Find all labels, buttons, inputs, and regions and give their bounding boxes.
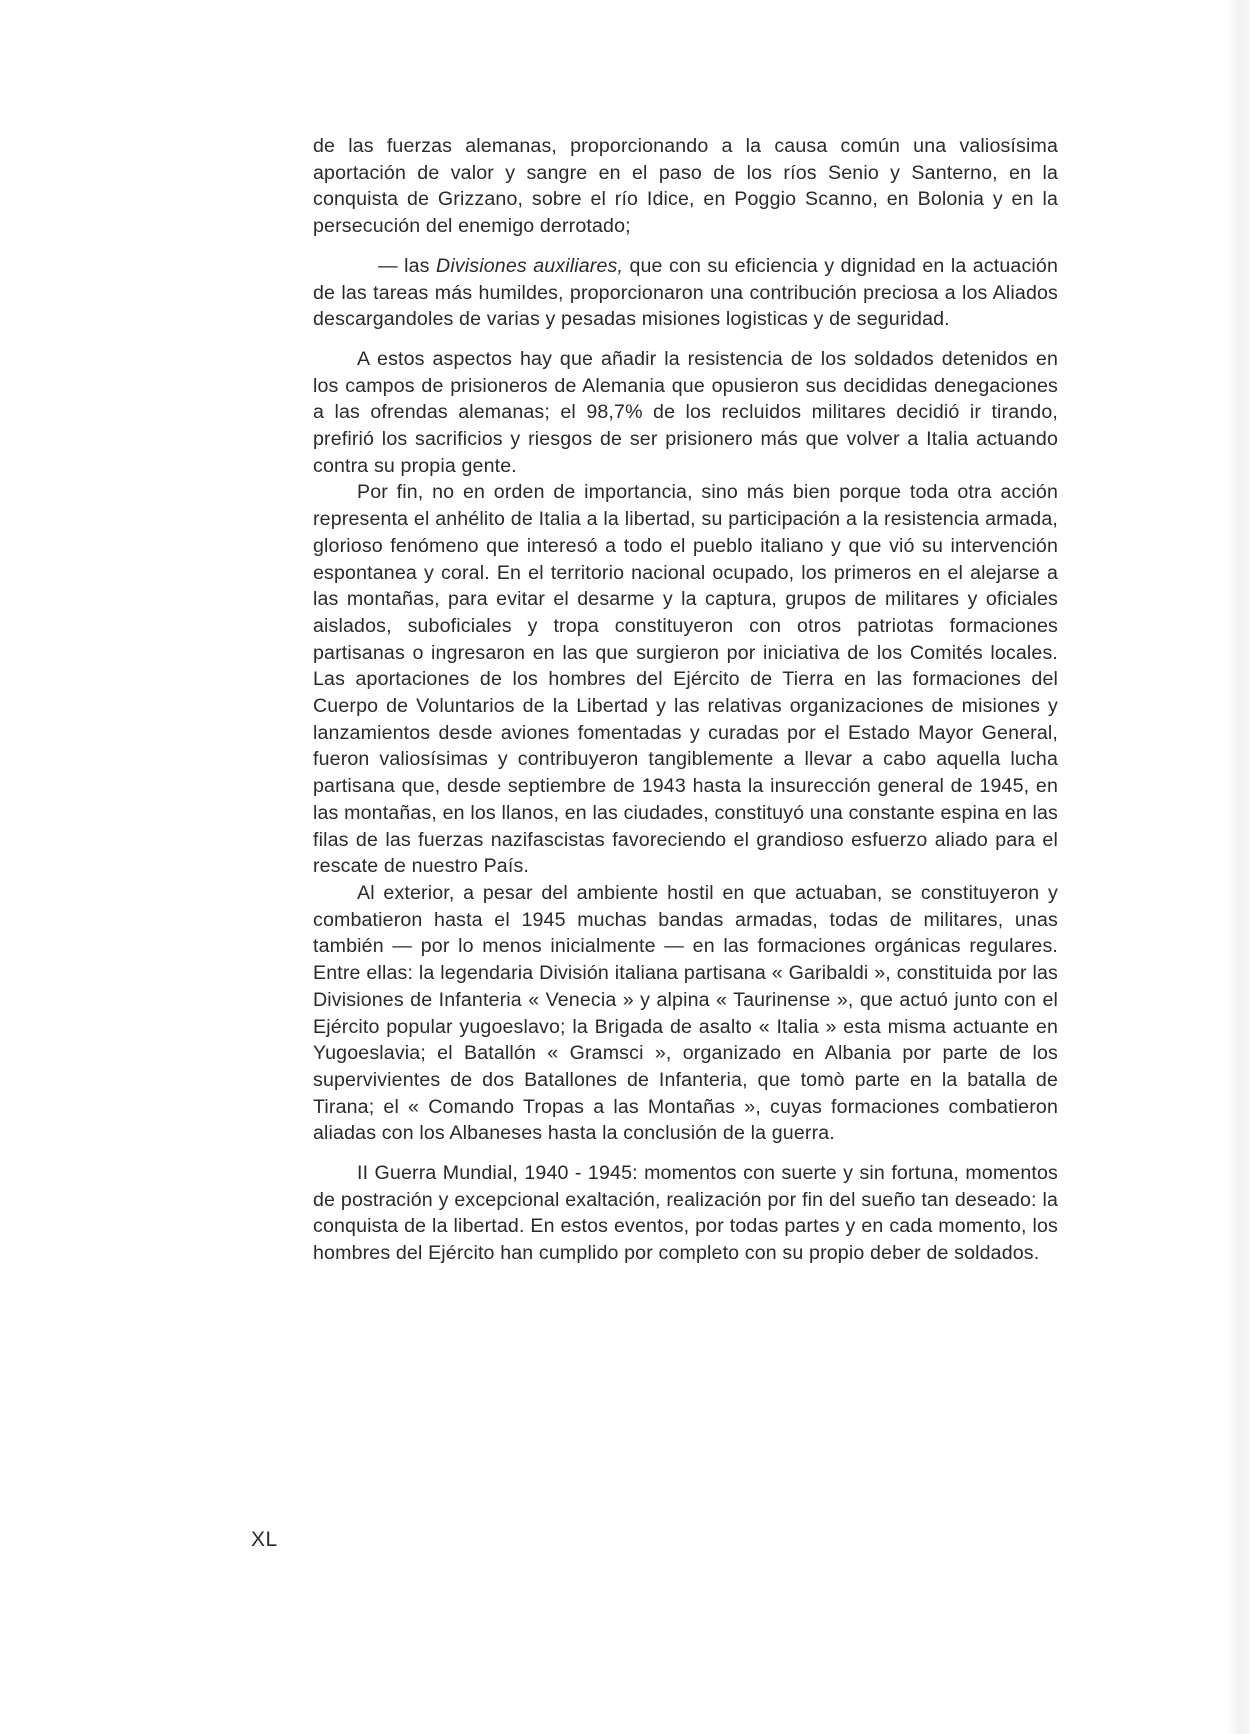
paragraph-2 <box>313 253 1058 333</box>
paragraph-4: Por fin, no en orden de importancia, sino más bien porque toda otra acción representa el anhélito de Italia a la libertad, su participación a la resistencia armada, glorioso fenómeno que interesó a todo el pueblo italiano y que vió su intervención espontanea y coral. En el territorio nacional ocupado, los primeros en el alejarse a las montañas, para evitar el desarme y la captura, grupos de militares y oficiales aislados, suboficiales y tropa constituyeron con otros patriotas formaciones partisanas o ingresaron en las que surgieron por iniciativa de los Comités locales. Las aportaciones de los hombres del Ejército de Tierra en las formaciones del Cuerpo de Voluntarios de la Libertad y las relativas organizaciones de misiones y lanzamientos desde aviones fomentadas y curadas por el Estado Mayor General, fueron valiosísimas y contribuyeron tangiblemente a llevar a cabo aquella lucha partisana que, desde septiembre de 1943 hasta la insurección general de 1945, en las montañas, en los llanos, en las ciudades, constituyó una constante espina en las filas de las fuerzas nazifascistas favoreciendo el grandioso esfuerzo aliado para el rescate de nuestro País. <box>313 481 1058 878</box>
body-text <box>313 133 1058 1267</box>
paragraph-5: Al exterior, a pesar del ambiente hostil en que actuaban, se constituyeron y combatieron hasta el 1945 muchas bandas armadas, todas de militares, unas también — por lo menos inicialmente — en las formaciones orgánicas regulares. Entre ellas: la legendaria División italiana partisana « Garibaldi », constituida por las Divisiones de Infanteria « Venecia » y alpina « Taurinense », que actuó junto con el Ejército popular yugoeslavo; la Brigada de asalto « Italia » esta misma actuante en Yugoeslavia; el Batallón « Gramsci », organizado en Albania por parte de los supervivientes de dos Batallones de Infanteria, que tomò parte en la batalla de Tirana; el « Comando Tropas a las Montañas », cuyas formaciones combatieron aliadas con los Albaneses hasta la conclusión de la guerra. <box>313 881 1058 1145</box>
paragraph-1: de las fuerzas alemanas, proporcionando a la causa común una valiosísima aportación de valor y sangre en el paso de los ríos Senio y Santerno, en la conquista de Grizzano, sobre el río Idice, en Poggio Scanno, en Bolonia y en la persecución del enemigo derrotado; <box>313 135 1058 238</box>
paragraph-6: II Guerra Mundial, 1940 - 1945: momentos con suerte y sin fortuna, momentos de postración y excepcional exaltación, realización por fin del sueño tan deseado: la conquista de la libertad. En estos eventos, por todas partes y en cada momento, los hombres del Ejército han cumplido por completo con su propio deber de soldados. <box>313 1162 1058 1265</box>
paragraph-3: A estos aspectos hay que añadir la resistencia de los soldados detenidos en los campos de prisioneros de Alemania que opusieron sus decididas denegaciones a las ofrendas alemanas; el 98,7% de los recluidos militares decidió ir tirando, prefirió los sacrificios y riesgos de ser prisionero más que volver a Italia actuando contra su propia gente. <box>313 347 1058 477</box>
paragraph-2-prefix: — las <box>378 254 437 277</box>
page-number: XL <box>251 1528 278 1551</box>
paragraph-2-rest: que con su eficiencia y dignidad en la actuación de las tareas más humildes, proporcionaron una contribución preciosa a los Aliados descargandoles de varias y pesadas misiones logisticas y de seguridad. <box>313 254 1058 331</box>
scan-edge-shadow <box>1226 0 1250 1734</box>
paragraph-2-italic: Divisiones auxiliares, <box>436 254 624 277</box>
